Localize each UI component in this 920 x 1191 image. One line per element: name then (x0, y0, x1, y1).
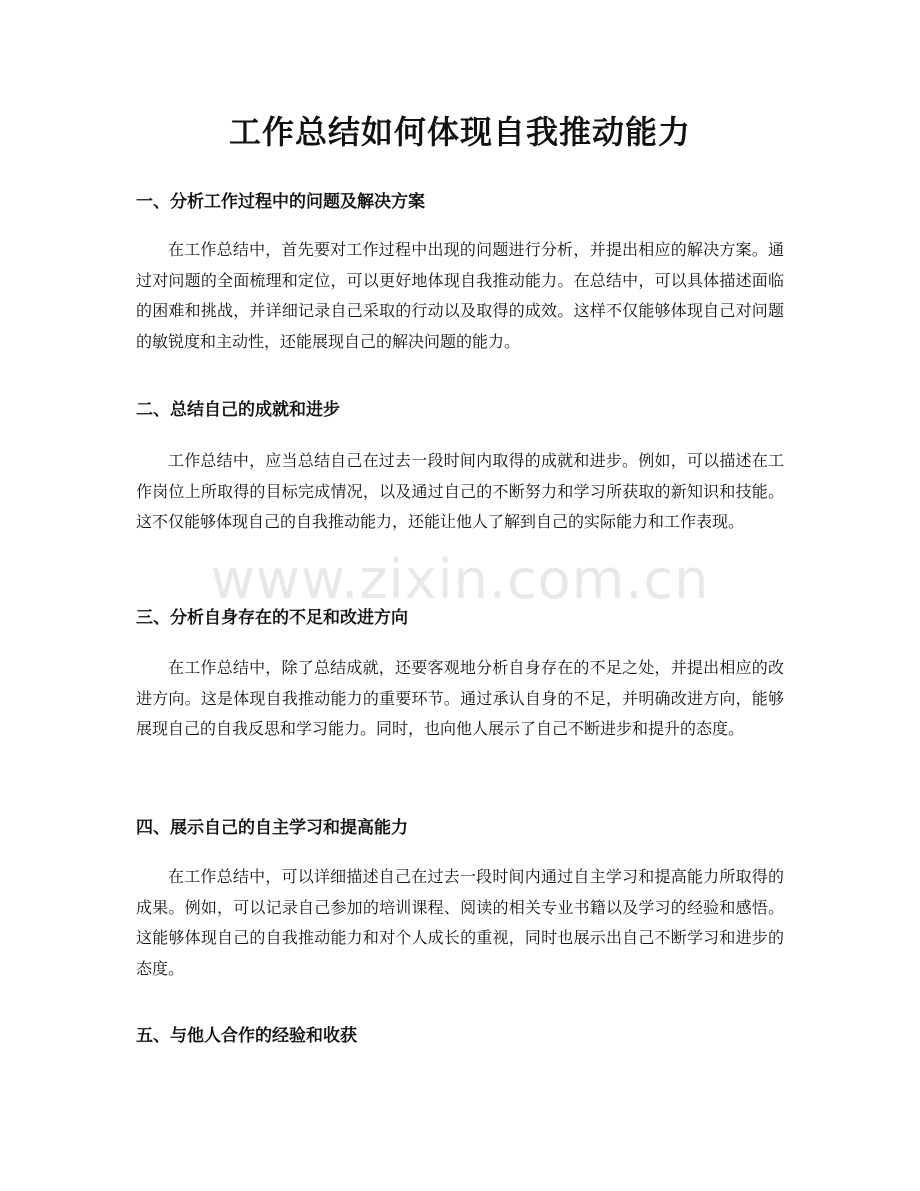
section-body-3: 在工作总结中，除了总结成就，还要客观地分析自身存在的不足之处，并提出相应的改进方向。这是体现自我推动能力的重要环节。通过承认自身的不足，并明确改进方向，能够展现自己的自我反思和学习能力。同时，也向他人展示了自己不断进步和提升的态度。 (136, 658, 784, 738)
section-body-4: 在工作总结中，可以详细描述自己在过去一段时间内通过自主学习和提高能力所取得的成果。例如，可以记录自己参加的培训课程、阅读的相关专业书籍以及学习的经验和感悟。这能够体现自己的自我推动能力和对个人成长的重视，同时也展示出自己不断学习和进步的态度。 (136, 867, 784, 978)
section-heading-4: 四、展示自己的自主学习和提高能力 (136, 818, 408, 838)
section-heading-2: 二、总结自己的成就和进步 (136, 400, 340, 420)
section-body-1: 在工作总结中，首先要对工作过程中出现的问题进行分析，并提出相应的解决方案。通过对问题的全面梳理和定位，可以更好地体现自我推动能力。在总结中，可以具体描述面临的困难和挑战，并详细记录自己采取的行动以及取得的成效。这样不仅能够体现自己对问题的敏锐度和主动性，还能展现自己的解决问题的能力。 (136, 240, 784, 351)
section-heading-1: 一、分析工作过程中的问题及解决方案 (136, 192, 425, 212)
section-heading-5: 五、与他人合作的经验和收获 (136, 1026, 357, 1046)
section-heading-3: 三、分析自身存在的不足和改进方向 (136, 608, 408, 628)
section-body-2: 工作总结中，应当总结自己在过去一段时间内取得的成就和进步。例如，可以描述在工作岗位上所取得的目标完成情况，以及通过自己的不断努力和学习所获取的新知识和技能。这不仅能够体现自己的自我推动能力，还能让他人了解到自己的实际能力和工作表现。 (136, 451, 784, 531)
watermark: www.zixin.com.cn (210, 548, 710, 611)
document-title: 工作总结如何体现自我推动能力 (228, 113, 691, 151)
